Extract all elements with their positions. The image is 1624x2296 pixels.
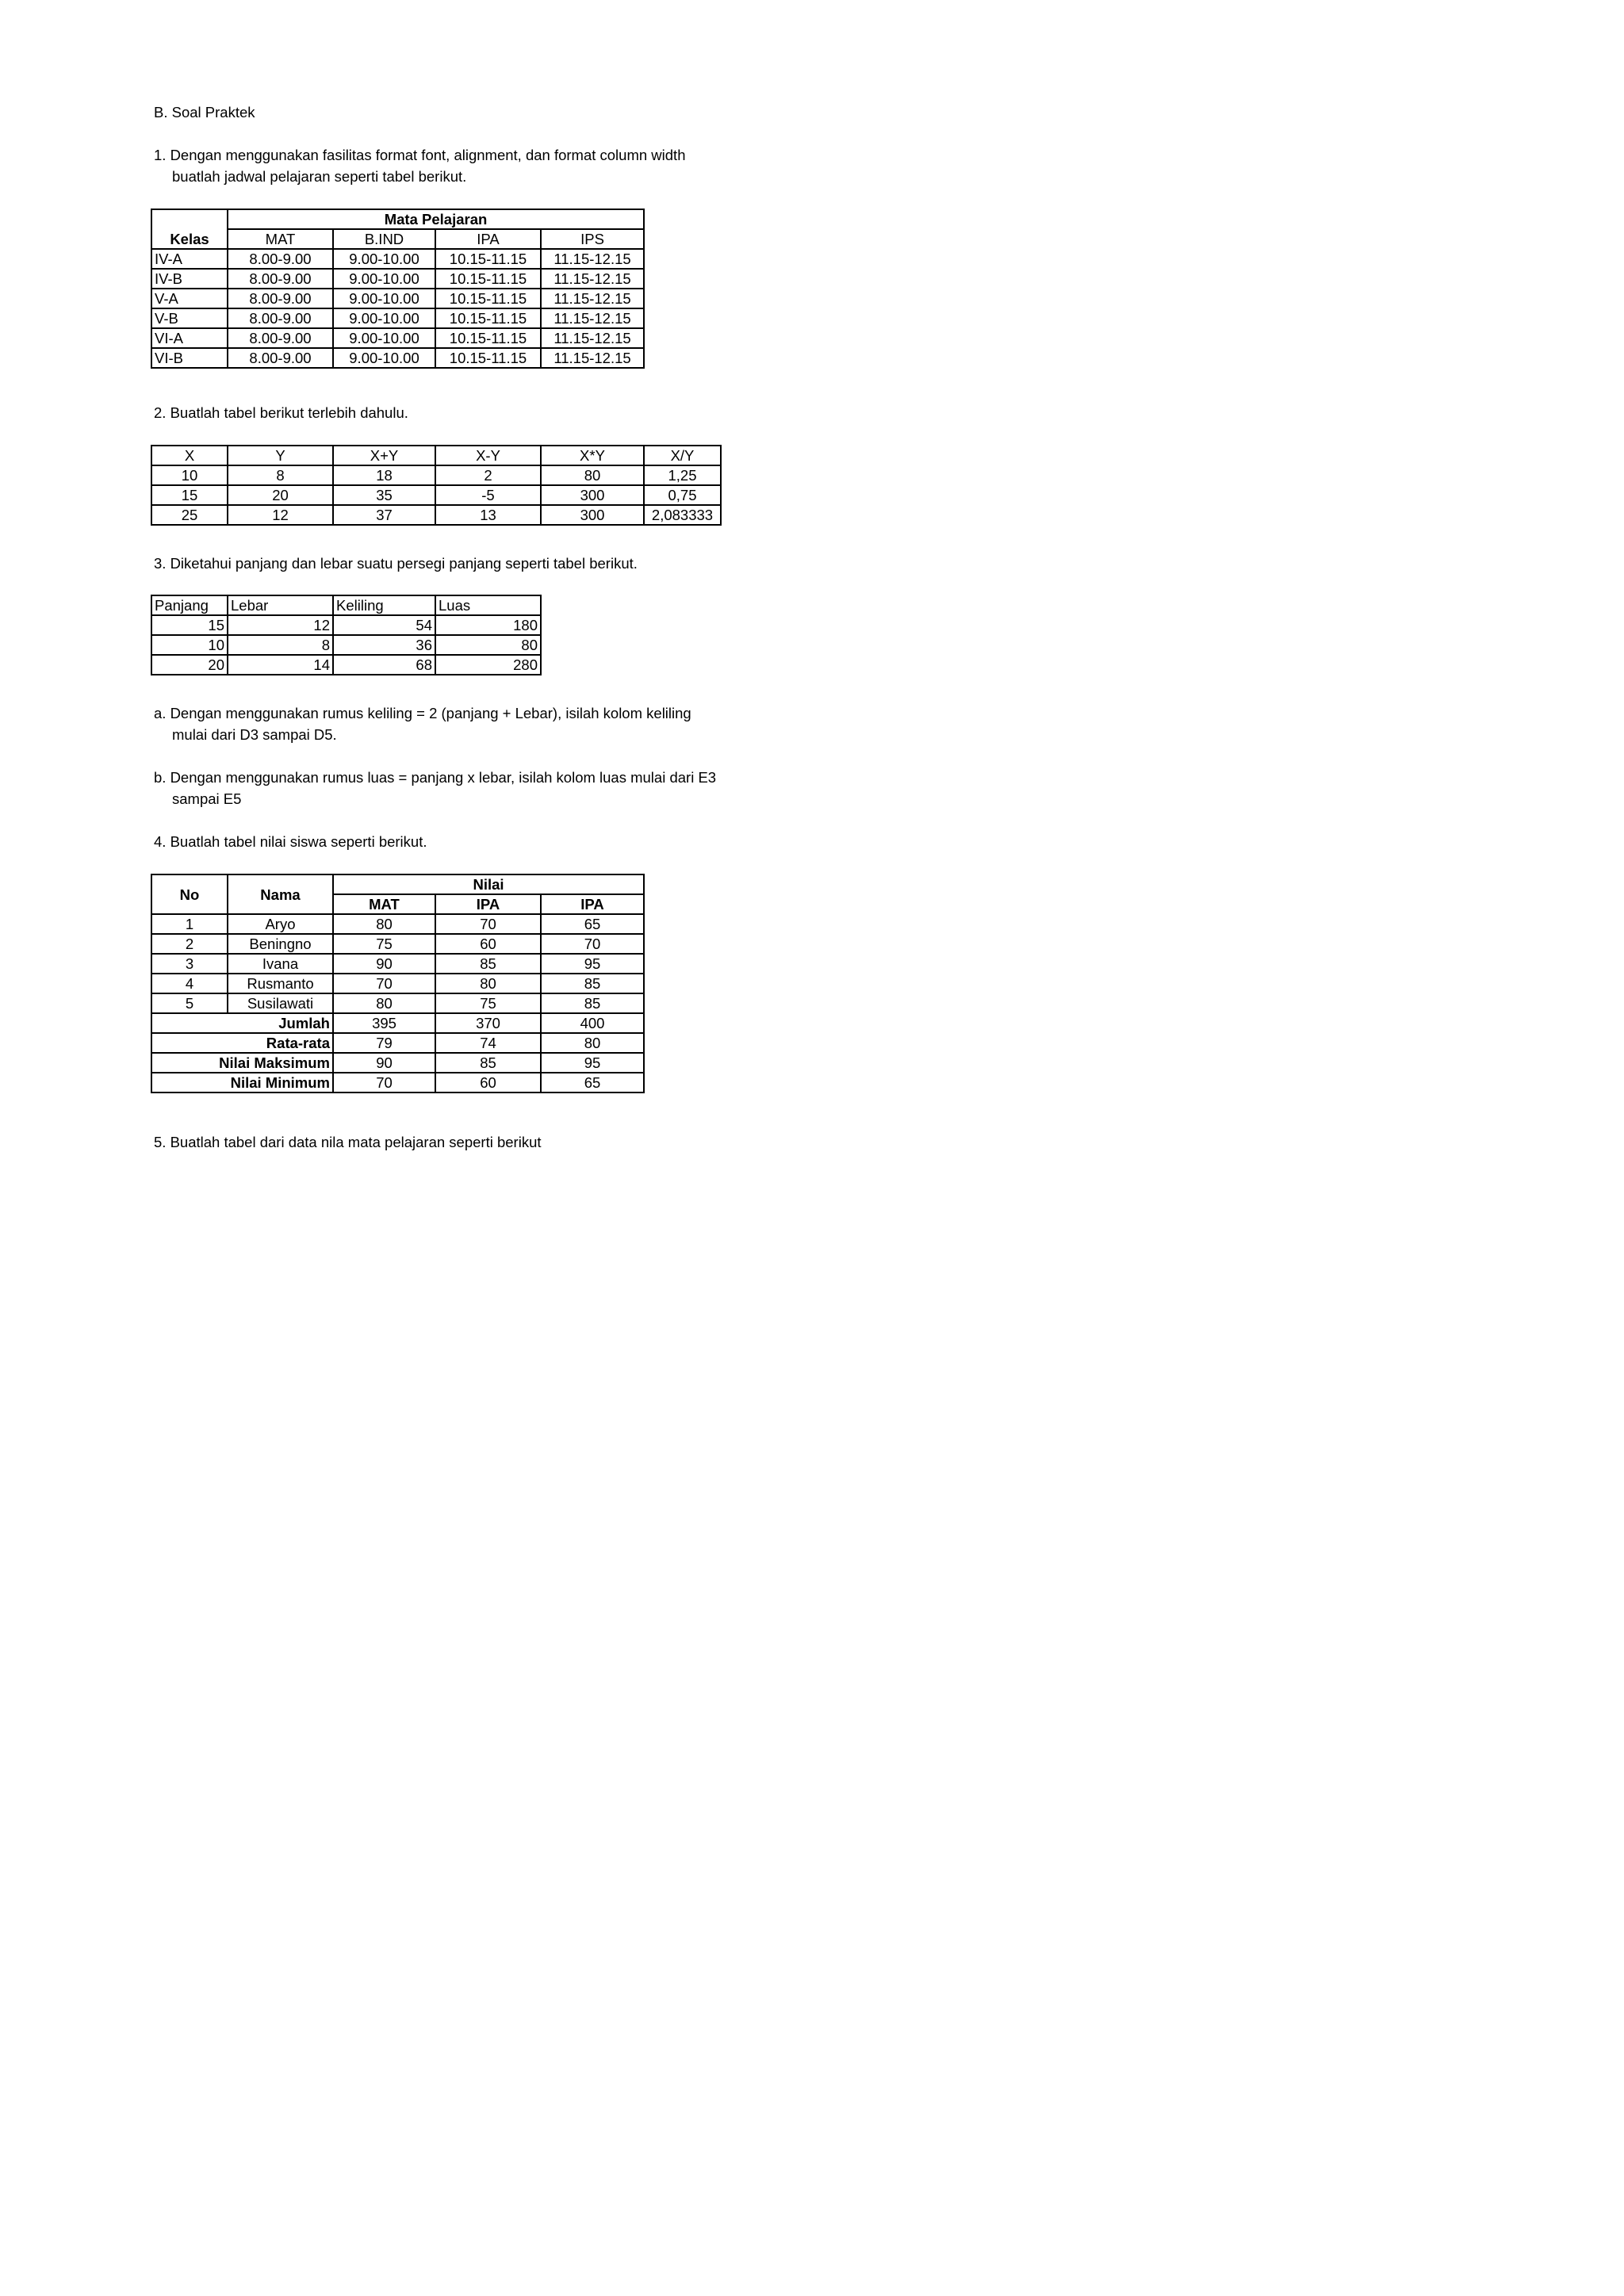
table-cell: 80	[541, 465, 644, 485]
table-cell: 5	[151, 993, 228, 1013]
table-cell: 65	[541, 1073, 644, 1093]
table-cell: 74	[435, 1033, 541, 1053]
table-cell: 10	[151, 635, 228, 655]
q2-instruction: 2. Buatlah tabel berikut terlebih dahulu.	[154, 404, 408, 421]
section-title: B. Soal Praktek	[154, 104, 255, 121]
xy-table	[151, 445, 722, 526]
table-row	[151, 914, 644, 934]
table-cell: 11.15-12.15	[541, 249, 644, 269]
table-cell: 370	[435, 1013, 541, 1033]
table-cell: 20	[151, 655, 228, 675]
table-cell: 10.15-11.15	[435, 269, 541, 289]
q4-instruction: 4. Buatlah tabel nilai siswa seperti berikut.	[154, 833, 427, 850]
table-cell: 300	[541, 485, 644, 505]
table-cell: 20	[228, 485, 333, 505]
col-header-mat: MAT	[333, 894, 435, 914]
table-cell: 60	[435, 1073, 541, 1093]
summary-row	[151, 1013, 644, 1033]
table-cell: 15	[151, 485, 228, 505]
nama-header: Nama	[228, 874, 333, 914]
table-cell: 2,083333	[644, 505, 721, 525]
table-cell: V-A	[151, 289, 228, 308]
col-header-keliling: Keliling	[333, 595, 435, 615]
summary-label: Nilai Minimum	[151, 1073, 333, 1093]
col-header-product: X*Y	[541, 446, 644, 465]
col-header-panjang: Panjang	[151, 595, 228, 615]
table-cell: 9.00-10.00	[333, 328, 435, 348]
table-cell: 68	[333, 655, 435, 675]
table-cell: 15	[151, 615, 228, 635]
table-cell: 80	[333, 993, 435, 1013]
grades-table	[151, 874, 645, 1093]
table-cell: 2	[435, 465, 541, 485]
table-cell: 70	[333, 974, 435, 993]
table-cell: Aryo	[228, 914, 333, 934]
table-cell: 10.15-11.15	[435, 308, 541, 328]
table-cell: 8.00-9.00	[228, 269, 333, 289]
table-cell: 9.00-10.00	[333, 269, 435, 289]
table-cell: 1,25	[644, 465, 721, 485]
table-cell: -5	[435, 485, 541, 505]
q5-instruction: 5. Buatlah tabel dari data nila mata pelajaran seperti berikut	[154, 1134, 542, 1150]
table-cell: 80	[333, 914, 435, 934]
col-header-bind: B.IND	[333, 229, 435, 249]
table-cell: 14	[228, 655, 333, 675]
table-cell: 60	[435, 934, 541, 954]
table-row	[151, 934, 644, 954]
col-header-luas: Luas	[435, 595, 541, 615]
col-header-sum: X+Y	[333, 446, 435, 465]
table-row	[151, 635, 541, 655]
table-cell: 10.15-11.15	[435, 348, 541, 368]
table-cell: 85	[541, 974, 644, 993]
table-cell: IV-B	[151, 269, 228, 289]
col-header-diff: X-Y	[435, 446, 541, 465]
table-row	[151, 954, 644, 974]
col-header-ipa: IPA	[435, 894, 541, 914]
table-row	[151, 615, 541, 635]
table-cell: 11.15-12.15	[541, 289, 644, 308]
table-cell: 80	[435, 635, 541, 655]
summary-row	[151, 1053, 644, 1073]
table-cell: 70	[333, 1073, 435, 1093]
table-cell: 300	[541, 505, 644, 525]
summary-label: Nilai Maksimum	[151, 1053, 333, 1073]
table-cell: 79	[333, 1033, 435, 1053]
table-row	[151, 269, 644, 289]
table-cell: 10.15-11.15	[435, 249, 541, 269]
mata-pelajaran-header: Mata Pelajaran	[228, 209, 644, 229]
table-cell: 180	[435, 615, 541, 635]
table-row	[151, 308, 644, 328]
table-row	[151, 974, 644, 993]
table-cell: IV-A	[151, 249, 228, 269]
table-cell: VI-B	[151, 348, 228, 368]
table-cell: 65	[541, 914, 644, 934]
table-cell: 8.00-9.00	[228, 328, 333, 348]
table-row	[151, 348, 644, 368]
table-cell: 80	[435, 974, 541, 993]
table-cell: 10.15-11.15	[435, 289, 541, 308]
nilai-header: Nilai	[333, 874, 644, 894]
table-cell: 11.15-12.15	[541, 328, 644, 348]
col-header-ips: IPS	[541, 229, 644, 249]
table-cell: 95	[541, 954, 644, 974]
table-cell: 400	[541, 1013, 644, 1033]
table-cell: 10	[151, 465, 228, 485]
table-cell: 8.00-9.00	[228, 308, 333, 328]
table-cell: 0,75	[644, 485, 721, 505]
table-cell: 25	[151, 505, 228, 525]
table-cell: VI-A	[151, 328, 228, 348]
table-cell: 11.15-12.15	[541, 269, 644, 289]
summary-label: Jumlah	[151, 1013, 333, 1033]
table-row	[151, 655, 541, 675]
table-cell: 280	[435, 655, 541, 675]
table-cell: 95	[541, 1053, 644, 1073]
summary-row	[151, 1033, 644, 1053]
table-cell: 85	[435, 954, 541, 974]
table-cell: 9.00-10.00	[333, 289, 435, 308]
table-cell: 90	[333, 1053, 435, 1073]
table-cell: Ivana	[228, 954, 333, 974]
table-cell: 9.00-10.00	[333, 308, 435, 328]
table-cell: 8.00-9.00	[228, 249, 333, 269]
table-cell: Beningno	[228, 934, 333, 954]
table-cell: 9.00-10.00	[333, 249, 435, 269]
no-header: No	[151, 874, 228, 914]
table-cell: 12	[228, 615, 333, 635]
table-cell: 80	[541, 1033, 644, 1053]
table-cell: 8.00-9.00	[228, 289, 333, 308]
table-cell: 54	[333, 615, 435, 635]
q1-instruction-line2: buatlah jadwal pelajaran seperti tabel berikut.	[172, 168, 467, 185]
q3a-line1: a. Dengan menggunakan rumus keliling = 2 (panjang + Lebar), isilah kolom keliling	[154, 705, 691, 721]
table-header-row	[151, 595, 541, 615]
col-header-lebar: Lebar	[228, 595, 333, 615]
col-header-y: Y	[228, 446, 333, 465]
table-cell: 85	[541, 993, 644, 1013]
col-header-ipa-2: IPA	[541, 894, 644, 914]
table-row	[151, 465, 721, 485]
q3b-line2: sampai E5	[172, 790, 242, 807]
q3b-line1: b. Dengan menggunakan rumus luas = panjang x lebar, isilah kolom luas mulai dari E3	[154, 769, 717, 786]
table-cell: 90	[333, 954, 435, 974]
table-cell: V-B	[151, 308, 228, 328]
table-row	[151, 505, 721, 525]
table-cell: 75	[333, 934, 435, 954]
col-header-ipa: IPA	[435, 229, 541, 249]
table-row	[151, 485, 721, 505]
table-cell: 12	[228, 505, 333, 525]
table-cell: Rusmanto	[228, 974, 333, 993]
table-cell: 10.15-11.15	[435, 328, 541, 348]
table-cell: 75	[435, 993, 541, 1013]
table-cell: 3	[151, 954, 228, 974]
table-cell: 37	[333, 505, 435, 525]
table-cell: 11.15-12.15	[541, 348, 644, 368]
q3-instruction: 3. Diketahui panjang dan lebar suatu persegi panjang seperti tabel berikut.	[154, 555, 638, 572]
kelas-header-top	[151, 209, 228, 229]
col-header-quotient: X/Y	[644, 446, 721, 465]
table-cell: 11.15-12.15	[541, 308, 644, 328]
table-row	[151, 328, 644, 348]
q3a-line2: mulai dari D3 sampai D5.	[172, 726, 337, 743]
table-cell: 2	[151, 934, 228, 954]
table-cell: Susilawati	[228, 993, 333, 1013]
summary-row	[151, 1073, 644, 1093]
table-cell: 395	[333, 1013, 435, 1033]
col-header-mat: MAT	[228, 229, 333, 249]
table-cell: 8.00-9.00	[228, 348, 333, 368]
kelas-header: Kelas	[151, 229, 228, 249]
schedule-table	[151, 209, 645, 369]
table-cell: 9.00-10.00	[333, 348, 435, 368]
summary-label: Rata-rata	[151, 1033, 333, 1053]
table-cell: 8	[228, 635, 333, 655]
table-cell: 8	[228, 465, 333, 485]
table-header-row	[151, 446, 721, 465]
rectangle-table	[151, 595, 542, 675]
table-row	[151, 289, 644, 308]
table-cell: 70	[541, 934, 644, 954]
table-cell: 1	[151, 914, 228, 934]
table-cell: 13	[435, 505, 541, 525]
col-header-x: X	[151, 446, 228, 465]
table-cell: 4	[151, 974, 228, 993]
table-row	[151, 993, 644, 1013]
table-row	[151, 249, 644, 269]
table-cell: 36	[333, 635, 435, 655]
table-cell: 35	[333, 485, 435, 505]
table-cell: 85	[435, 1053, 541, 1073]
q1-instruction-line1: 1. Dengan menggunakan fasilitas format font, alignment, dan format column width	[154, 147, 686, 163]
table-cell: 18	[333, 465, 435, 485]
table-cell: 70	[435, 914, 541, 934]
